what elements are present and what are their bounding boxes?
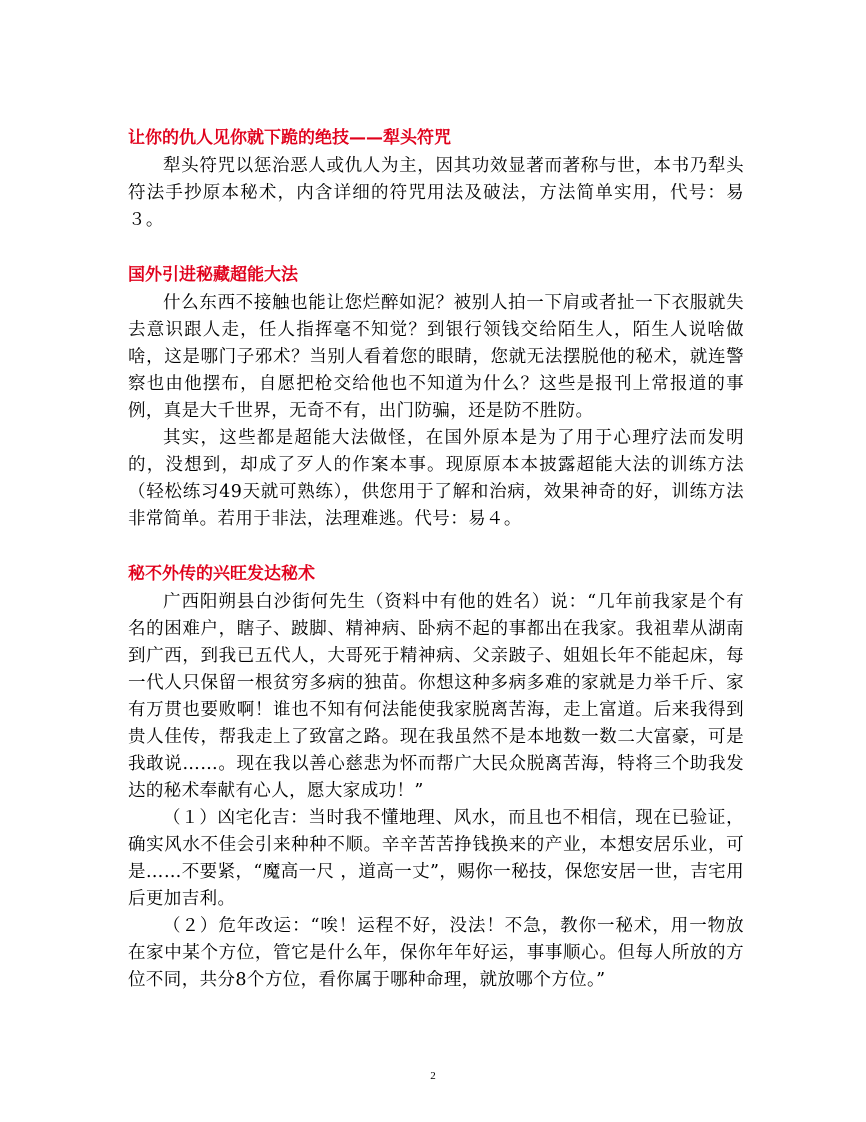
body-paragraph: （１）凶宅化吉：当时我不懂地理、风水，而且也不相信，现在已验证，确实风水不佳会引来种种不顺。辛辛苦苦挣钱换来的产业，本想安居乐业，可是……不要紧，“魔高一尺 ，道高一丈”，赐你一秘技，保您安居一世，吉宅用后更加吉利。 [128, 808, 744, 909]
page-content [128, 124, 744, 1021]
section-heading: 国外引进秘藏超能大法 [128, 265, 298, 285]
page-number: 2 [430, 1070, 436, 1082]
body-paragraph: 犁头符咒以惩治恶人或仇人为主，因其功效显著而著称与世，本书乃犁头符法手抄原本秘术，内含详细的符咒用法及破法，方法简单实用，代号：易３。 [128, 156, 744, 230]
body-paragraph: （２）危年改运：“唉！运程不好，没法！不急，教你一秘术，用一物放在家中某个方位，管它是什么年，保你年年好运，事事顺心。但每人所放的方位不同，共分8个方位，看你属于哪种命理，就放哪个方位。” [128, 916, 744, 990]
section-heading: 秘不外传的兴旺发达秘术 [128, 564, 315, 584]
section-heading: 让你的仇人见你就下跪的绝技——犁头符咒 [128, 128, 451, 148]
body-paragraph: 什么东西不接触也能让您烂醉如泥？被别人拍一下肩或者扯一下衣服就失去意识跟人走，任人指挥毫不知觉？到银行领钱交给陌生人，陌生人说啥做啥，这是哪门子邪术？当别人看着您的眼睛，您就无法摆脱他的秘术，就连警察也由他摆布，自愿把枪交给他也不知道为什么？这些是报刊上常报道的事例，真是大千世界，无奇不有，出门防骗，还是防不胜防。 [128, 293, 744, 421]
body-paragraph: 广西阳朔县白沙街何先生（资料中有他的姓名）说：“几年前我家是个有名的困难户，瞎子、跛脚、精神病、卧病不起的事都出在我家。我祖辈从湖南到广西，到我已五代人，大哥死于精神病、父亲跛子、姐姐长年不能起床，每一代人只保留一根贫穷多病的独苗。你想这种多病多难的家就是力举千斤、家有万贯也要败啊！谁也不知有何法能使我家脱离苦海，走上富道。后来我得到贵人佳传，帮我走上了致富之路。现在我虽然不是本地数一数二大富豪，可是我敢说……。现在我以善心慈悲为怀而帮广大民众脱离苦海，特将三个助我发达的秘术奉献有心人，愿大家成功！” [128, 592, 744, 801]
body-paragraph: 其实，这些都是超能大法做怪，在国外原本是为了用于心理疗法而发明的，没想到，却成了歹人的作案本事。现原原本本披露超能大法的训练方法（轻松练习49天就可熟练），供您用于了解和治病，效果神奇的好，训练方法非常简单。若用于非法，法理难逃。代号：易４。 [128, 428, 744, 529]
section-litou-fuzhou [128, 124, 744, 234]
section-chaoneng-dafa [128, 261, 744, 533]
section-xingwang-fada [128, 560, 744, 994]
